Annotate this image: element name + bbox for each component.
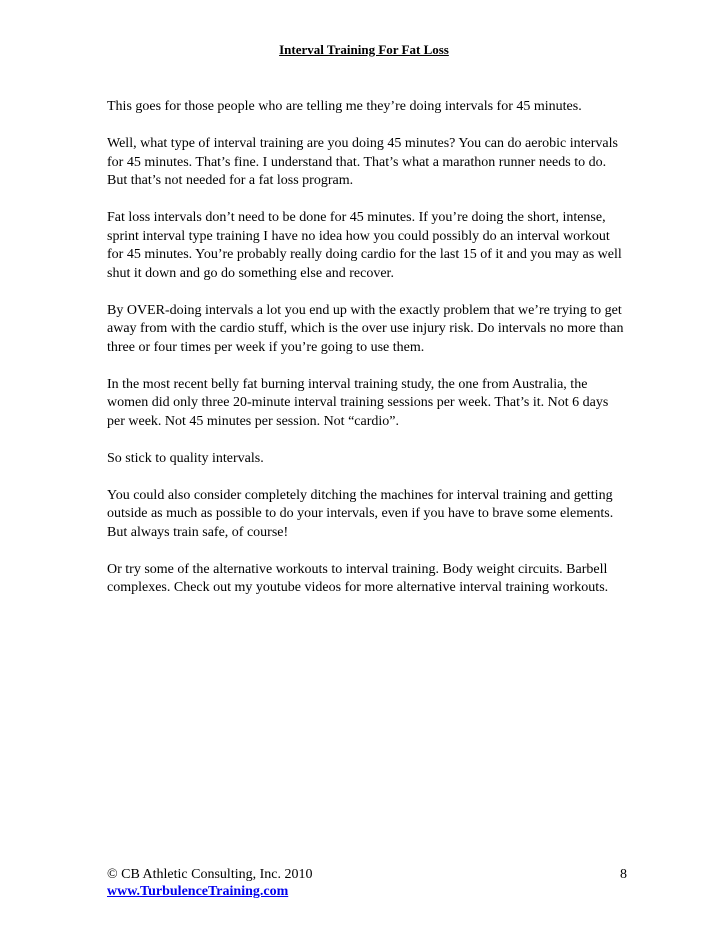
paragraph: By OVER-doing intervals a lot you end up with the exactly problem that we’re trying to get away from with the cardio stuff, which is the over use injury risk. Do intervals no more than three or four times per week if you’re going to use them. bbox=[107, 302, 624, 355]
page-number: 8 bbox=[620, 867, 627, 882]
paragraph: Or try some of the alternative workouts to interval training. Body weight circuits. Barbell complexes. Check out my youtube videos for more alternative interval training workouts. bbox=[107, 561, 609, 595]
paragraph: So stick to quality intervals. bbox=[107, 450, 264, 466]
paragraph: Well, what type of interval training are you doing 45 minutes? You can do aerobic intervals for 45 minutes. That’s fine. I understand that. That’s what a marathon runner needs to do. But that’s not needed for a fat loss program. bbox=[107, 136, 618, 188]
paragraph: You could also consider completely ditching the machines for interval training and getting outside as much as possible to do your intervals, even if you have to brave some elements. But always train safe, of course! bbox=[107, 487, 614, 540]
copyright-notice: © CB Athletic Consulting, Inc. 2010 bbox=[107, 867, 313, 882]
website-link[interactable]: www.TurbulenceTraining.com bbox=[107, 884, 289, 899]
paragraph: In the most recent belly fat burning interval training study, the one from Australia, the women did only three 20-minute interval training sessions per week. That’s it. Not 6 days per week. Not 45 minutes per session. Not “cardio”. bbox=[107, 376, 609, 429]
page-footer bbox=[107, 866, 627, 900]
document-body bbox=[107, 98, 627, 616]
paragraph: This goes for those people who are telling me they’re doing intervals for 45 minutes. bbox=[107, 99, 582, 114]
paragraph: Fat loss intervals don’t need to be done for 45 minutes. If you’re doing the short, intense, sprint interval type training I have no idea how you could possibly do an interval workout for 45 minutes. You’re probably really doing cardio for the last 15 of it and you may as well shut it down and go do something else and recover. bbox=[107, 210, 622, 281]
footer-row bbox=[107, 866, 627, 883]
document-title: Interval Training For Fat Loss bbox=[279, 42, 449, 57]
